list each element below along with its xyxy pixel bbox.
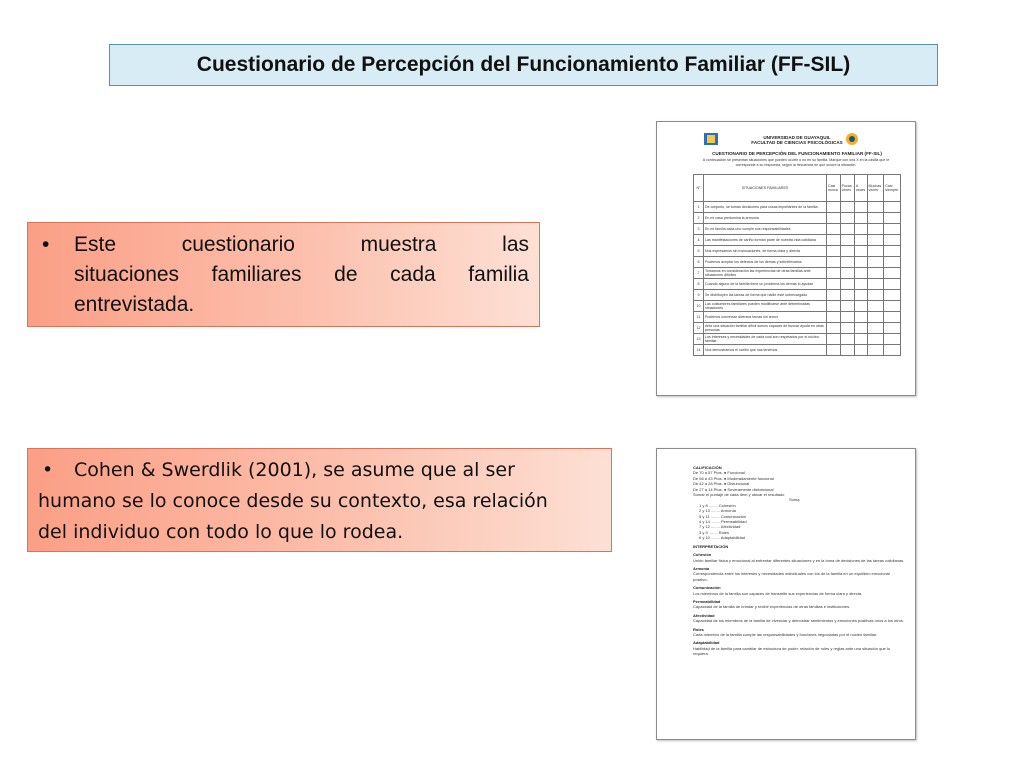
col-option: Muchas veces <box>867 175 884 202</box>
answer-cell <box>840 257 854 268</box>
row-situation: Las costumbres familiares pueden modificarse ante determinadas situaciones <box>704 301 827 312</box>
box1-line-1: Este cuestionario muestra las <box>74 233 529 256</box>
table-row <box>694 301 901 312</box>
answer-cell <box>867 213 884 224</box>
answer-cell <box>867 290 884 301</box>
answer-cell <box>840 323 854 334</box>
doc2-section-text: Capacidad de la familia de brindar y recibir experiencias de otras familias e instituciones. <box>693 604 851 610</box>
row-number: 13 <box>694 334 704 345</box>
doc1-university: UNIVERSIDAD DE GUAYAQUIL <box>763 135 831 140</box>
bullet-box-description <box>27 222 540 327</box>
row-number: 2 <box>694 213 704 224</box>
answer-cell <box>840 301 854 312</box>
answer-cell <box>840 290 854 301</box>
doc2-section <box>693 627 905 638</box>
answer-cell <box>867 279 884 290</box>
table-row <box>694 323 901 334</box>
answer-cell <box>884 213 901 224</box>
doc2-section-name: Armonía <box>693 565 710 571</box>
doc2-item: 3 y 9 ........ Roles <box>699 529 730 535</box>
doc2-heading: CALIFICACIÓN <box>693 465 722 470</box>
doc2-section-name: Permeabilidad <box>693 598 721 604</box>
table-row <box>694 345 901 356</box>
answer-cell <box>884 334 901 345</box>
answer-cell <box>827 279 841 290</box>
answer-cell <box>884 257 901 268</box>
answer-cell <box>840 345 854 356</box>
row-number: 11 <box>694 312 704 323</box>
table-row <box>694 257 901 268</box>
answer-cell <box>854 268 867 279</box>
answer-cell <box>840 246 854 257</box>
answer-cell <box>827 202 841 213</box>
answer-cell <box>854 334 867 345</box>
doc2-section-text: Habilidad de la familia para cambiar de estructura de poder, relación de roles y reglas ante una situación que lo requiera. <box>693 645 891 657</box>
answer-cell <box>827 323 841 334</box>
box1-line-3: entrevistada. <box>74 293 195 316</box>
doc2-items <box>693 503 905 541</box>
answer-cell <box>854 312 867 323</box>
col-option: Casi nunca <box>827 175 841 202</box>
row-situation: Cuando alguno de la familia tiene un problema los demás lo ayudan <box>704 279 827 290</box>
table-row <box>694 224 901 235</box>
answer-cell <box>854 279 867 290</box>
doc2-item: 7 y 12 ........ Afectividad <box>699 524 741 530</box>
box2-line-3: del individuo con todo lo que lo rodea. <box>38 521 404 543</box>
row-situation: De conjunto, se toman decisiones para cosas importantes de la familia. <box>704 202 827 213</box>
doc2-section <box>693 599 905 610</box>
doc2-score: De 42 a 28 Ptos. ● Disfuncional <box>693 481 750 487</box>
answer-cell <box>867 312 884 323</box>
doc2-section <box>693 585 905 596</box>
doc2-section <box>693 552 905 563</box>
row-number: 1 <box>694 202 704 213</box>
box2-first-line <box>38 455 603 486</box>
answer-cell <box>884 290 901 301</box>
answer-cell <box>827 257 841 268</box>
col-situations: SITUACIONES FAMILIARES <box>704 175 827 202</box>
row-number: 8 <box>694 279 704 290</box>
answer-cell <box>854 235 867 246</box>
doc1-faculty: FACULTAD DE CIENCIAS PSICOLÓGICAS <box>751 140 843 145</box>
row-number: 3 <box>694 224 704 235</box>
row-situation: En mi casa predomina la armonía <box>704 213 827 224</box>
answer-cell <box>867 257 884 268</box>
answer-cell <box>827 301 841 312</box>
answer-cell <box>867 268 884 279</box>
doc2-section-text: Capacidad de los miembros de la familia de vivenciar y demostrar sentimientos y emociones positivas unos a los otros. <box>693 618 904 624</box>
doc2-note: Sumar el puntaje de cada ítem y ubicar el resultado <box>693 492 785 498</box>
table-row <box>694 312 901 323</box>
doc2-section <box>693 640 905 656</box>
doc2-item: 2 y 13 ........ Armonía <box>699 508 736 514</box>
answer-cell <box>867 301 884 312</box>
scoring-thumbnail <box>656 448 916 740</box>
answer-cell <box>884 235 901 246</box>
doc2-item: 5 y 11 ........ Comunicación <box>699 513 747 519</box>
doc2-section-name: Cohesión <box>693 552 712 558</box>
answer-cell <box>867 345 884 356</box>
row-situation: Los intereses y necesidades de cada cual son respetados por el núcleo familiar <box>704 334 827 345</box>
row-situation: Nos expresamos sin insinuaciones, de forma clara y directa <box>704 246 827 257</box>
doc2-items-header: Suma <box>789 497 800 503</box>
row-number: 12 <box>694 323 704 334</box>
row-situation: Ante una situación familiar difícil somos capaces de buscar ayuda en otras personas <box>704 323 827 334</box>
row-number: 14 <box>694 345 704 356</box>
row-situation: Nos demostramos el cariño que nos tenemos <box>704 345 827 356</box>
answer-cell <box>867 235 884 246</box>
slide-title-box <box>109 44 938 86</box>
answer-cell <box>867 202 884 213</box>
row-number: 5 <box>694 246 704 257</box>
answer-cell <box>827 345 841 356</box>
answer-cell <box>827 213 841 224</box>
answer-cell <box>840 268 854 279</box>
box2-line-2: humano se lo conoce desde su contexto, esa relación <box>38 490 548 512</box>
doc2-score: De 27 a 14 Ptos. ● Severamente disfuncional <box>693 486 774 492</box>
answer-cell <box>827 268 841 279</box>
answer-cell <box>840 312 854 323</box>
doc2-section-text: Unión familiar física y emocional al enfrentar diferentes situaciones y en la toma de decisiones de las tareas cotidianas. <box>693 557 905 563</box>
answer-cell <box>854 257 867 268</box>
doc2-sections <box>693 552 905 657</box>
answer-cell <box>854 323 867 334</box>
answer-cell <box>884 323 901 334</box>
answer-cell <box>827 235 841 246</box>
doc2-section-name: Adaptabilidad <box>693 640 720 646</box>
col-option: Pocas veces <box>840 175 854 202</box>
row-number: 6 <box>694 257 704 268</box>
answer-cell <box>854 301 867 312</box>
answer-cell <box>854 224 867 235</box>
box1-line-2: situaciones familiares de cada familia <box>74 263 529 286</box>
doc2-content <box>693 465 905 657</box>
answer-cell <box>884 301 901 312</box>
bullet-marker: • <box>42 233 50 256</box>
answer-cell <box>840 279 854 290</box>
answer-cell <box>827 334 841 345</box>
doc2-score: De 70 a 57 Ptos. ● Funcional <box>693 470 745 476</box>
doc2-section <box>693 566 905 582</box>
answer-cell <box>854 290 867 301</box>
doc2-score: De 56 a 43 Ptos. ● Moderadamente funcional <box>693 475 774 481</box>
answer-cell <box>840 334 854 345</box>
table-row <box>694 202 901 213</box>
doc2-section-name: Roles <box>693 626 704 632</box>
row-situation: Se distribuyen las tareas de forma que nadie esté sobrecargado <box>704 290 827 301</box>
col-option: A veces <box>854 175 867 202</box>
row-situation: Las manifestaciones de cariño forman parte de nuestra vida cotidiana <box>704 235 827 246</box>
table-row <box>694 290 901 301</box>
questionnaire-table <box>693 174 901 356</box>
table-row <box>694 279 901 290</box>
answer-cell <box>854 345 867 356</box>
doc1-form-title: CUESTIONARIO DE PERCEPCIÓN DEL FUNCIONAMIENTO FAMILIAR (FF-SIL) <box>712 151 882 156</box>
doc2-section-text: Correspondencia entre los intereses y necesidades individuales con los de la familia en un equilibrio emocional positivo. <box>693 571 890 582</box>
answer-cell <box>840 202 854 213</box>
slide-title: Cuestionario de Percepción del Funcionamiento Familiar (FF-SIL) <box>196 53 851 76</box>
bullet-marker: • <box>42 459 54 481</box>
doc2-interp-heading: INTERPRETACIÓN <box>693 543 729 549</box>
answer-cell <box>867 246 884 257</box>
bullet-box-citation <box>27 448 612 552</box>
answer-cell <box>840 224 854 235</box>
answer-cell <box>827 246 841 257</box>
answer-cell <box>827 290 841 301</box>
row-situation: Podemos conversar diversos temas sin temor <box>704 312 827 323</box>
answer-cell <box>867 334 884 345</box>
row-number: 9 <box>694 290 704 301</box>
row-number: 10 <box>694 301 704 312</box>
answer-cell <box>840 235 854 246</box>
answer-cell <box>884 345 901 356</box>
answer-cell <box>827 224 841 235</box>
row-number: 4 <box>694 235 704 246</box>
col-option: Casi siempre <box>884 175 901 202</box>
answer-cell <box>884 202 901 213</box>
doc2-section-name: Comunicación <box>693 585 721 591</box>
university-logo <box>703 132 719 146</box>
doc2-section-text: Cada miembro de la familia cumple las responsabilidades y funciones negociadas por el núcleo familiar. <box>693 631 878 637</box>
doc2-item: 1 y 8 ........ Cohesión <box>699 502 736 508</box>
doc2-section-name: Afectividad <box>693 612 715 618</box>
answer-cell <box>854 202 867 213</box>
row-situation: Tomamos en consideración las experiencias de otras familias ante situaciones difíciles <box>704 268 827 279</box>
answer-cell <box>884 312 901 323</box>
answer-cell <box>854 246 867 257</box>
answer-cell <box>884 279 901 290</box>
answer-cell <box>884 224 901 235</box>
answer-cell <box>884 246 901 257</box>
table-row <box>694 334 901 345</box>
answer-cell <box>827 312 841 323</box>
questionnaire-thumbnail <box>656 121 916 396</box>
doc2-item: 4 y 14 ........ Permeabilidad <box>699 519 747 525</box>
answer-cell <box>840 213 854 224</box>
col-num: N° <box>694 175 704 202</box>
answer-cell <box>867 323 884 334</box>
row-situation: Podemos aceptar los defectos de los demás y sobrellevarlos <box>704 257 827 268</box>
answer-cell <box>884 268 901 279</box>
doc1-instructions: A continuación se presentan situaciones que pueden ocurrir o no en su familia. Marque con una X en la casilla que le corresponde a su respuesta, según la frecuencia en que ocurre la situación. <box>702 158 890 167</box>
answer-cell <box>867 224 884 235</box>
doc2-section-text: Los miembros de la familia son capaces de transmitir sus experiencias de forma clara y directa. <box>693 590 863 596</box>
table-row <box>694 268 901 279</box>
box2-line-1: Cohen & Swerdlik (2001), se asume que al ser <box>74 459 515 481</box>
row-situation: En mi familia cada uno cumple sus responsabilidades <box>704 224 827 235</box>
table-row <box>694 213 901 224</box>
doc2-section <box>693 613 905 624</box>
table-row <box>694 246 901 257</box>
answer-cell <box>854 213 867 224</box>
table-row <box>694 235 901 246</box>
doc2-item: 6 y 10 ........ Adaptabilidad <box>699 535 746 541</box>
row-number: 7 <box>694 268 704 279</box>
